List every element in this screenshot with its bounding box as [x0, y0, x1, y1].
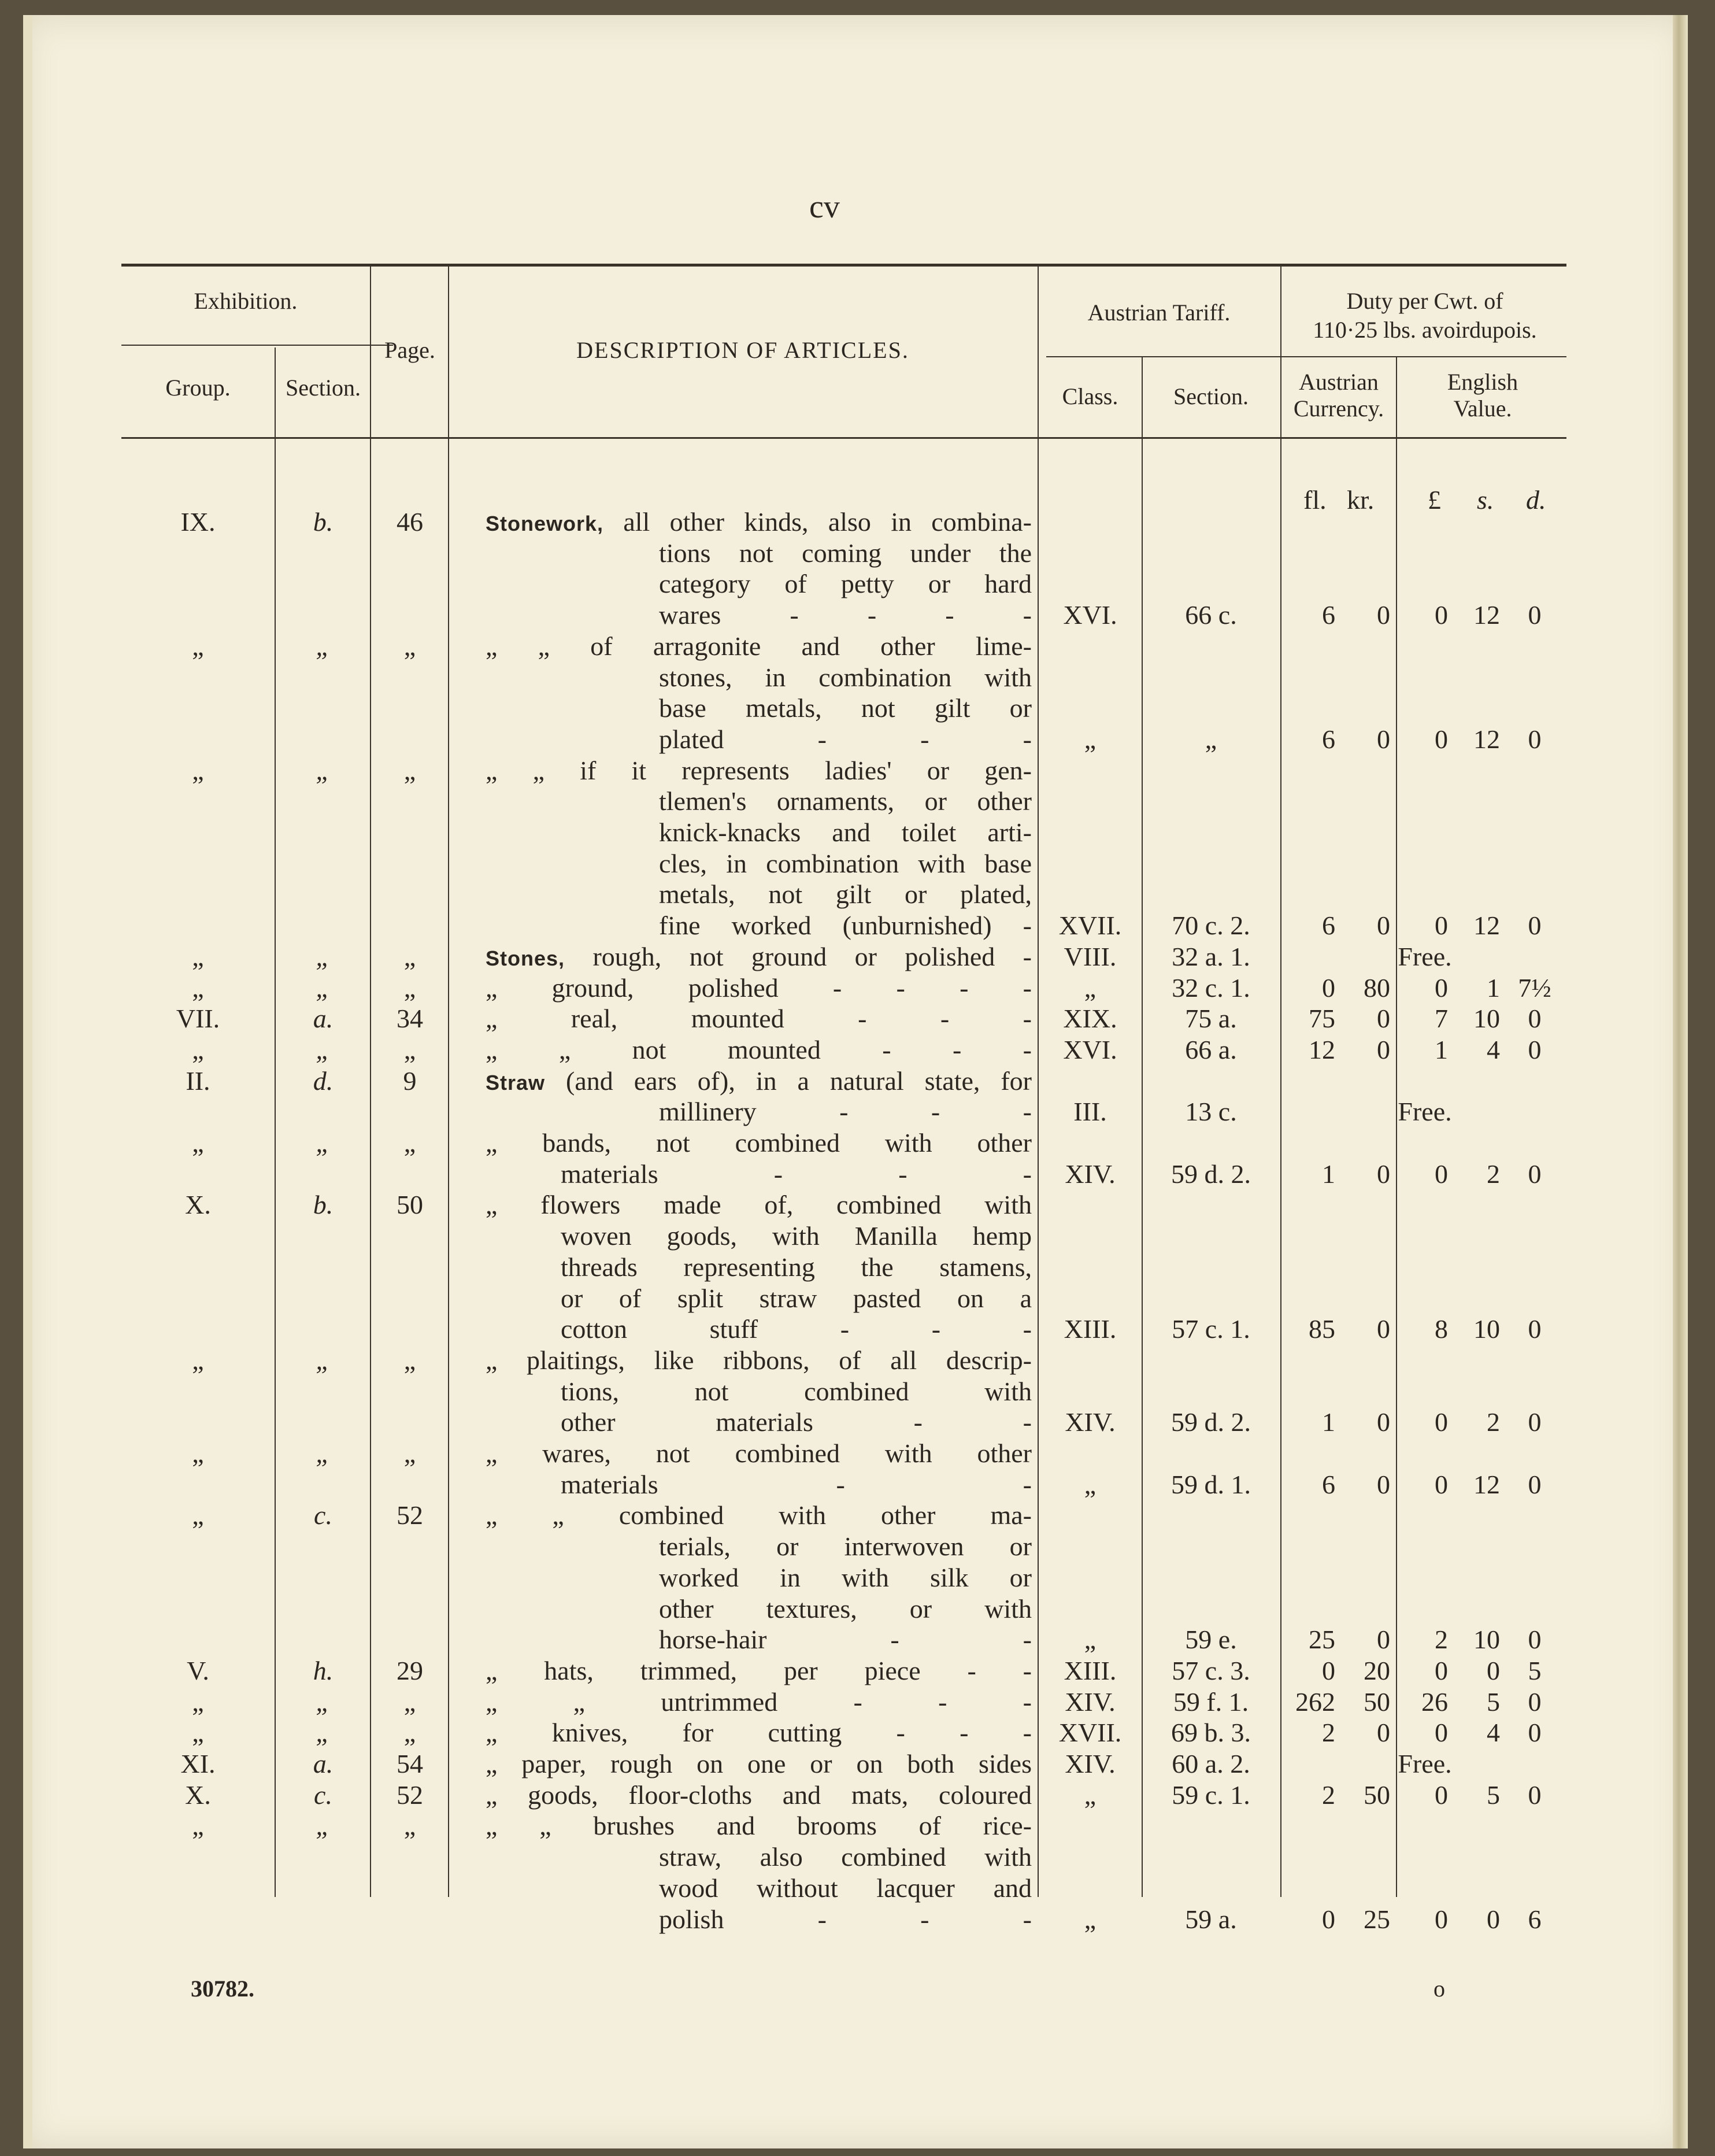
- duty-free-label: Free.: [1398, 1749, 1452, 1778]
- duty-kreuzer: 0: [1377, 1625, 1390, 1655]
- duty-pounds: 0: [1435, 1904, 1448, 1934]
- exhibition-group: „: [192, 1345, 204, 1375]
- duty-pence: 0: [1528, 1004, 1542, 1034]
- exhibition-group: „: [192, 1500, 204, 1530]
- page-ref: 29: [397, 1655, 423, 1685]
- exhibition-group: „: [192, 755, 204, 785]
- exhibition-section: „: [316, 1034, 331, 1064]
- article-description: Stonework, all other kinds, also in combina-: [486, 507, 1032, 537]
- exhibition-group: „: [192, 972, 204, 1003]
- article-description-cont: category of petty or hard: [659, 569, 1032, 599]
- tariff-class: XIV.: [1065, 1687, 1116, 1717]
- exhibition-section: a.: [313, 1749, 334, 1778]
- exhibition-group: IX.: [180, 507, 216, 537]
- exhibition-group: „: [192, 1718, 204, 1748]
- tariff-class: „: [1084, 1904, 1097, 1934]
- duty-free-label: Free.: [1398, 1097, 1452, 1127]
- article-description-cont: terials, or interwoven or: [659, 1532, 1032, 1562]
- duty-pounds: 8: [1435, 1314, 1448, 1344]
- tariff-class: „: [1084, 724, 1097, 754]
- article-description: „ knives, for cutting - - -: [486, 1718, 1032, 1748]
- article-description-cont: knick-knacks and toilet arti-: [659, 818, 1032, 847]
- article-description-cont: worked in with silk or: [659, 1562, 1032, 1592]
- duty-shillings: 12: [1473, 1469, 1500, 1499]
- duty-florins: 1: [1322, 1407, 1335, 1437]
- tariff-class: XVI.: [1063, 600, 1117, 630]
- tariff-class: XIV.: [1065, 1159, 1116, 1189]
- article-description: „ wares, not combined with other: [486, 1438, 1032, 1468]
- tariff-section: 59 e.: [1185, 1625, 1237, 1655]
- article-description-cont: polish - - -: [659, 1904, 1032, 1934]
- duty-florins: 0: [1322, 1904, 1335, 1934]
- exhibition-section: „: [316, 631, 331, 661]
- article-description: „ flowers made of, combined with: [486, 1190, 1032, 1220]
- footer-signature-number: 30782.: [191, 1976, 254, 2002]
- duty-free-label: Free.: [1398, 941, 1452, 971]
- exhibition-section: „: [316, 1345, 331, 1375]
- header-description: DESCRIPTION OF ARTICLES.: [576, 337, 909, 363]
- tariff-class: XIII.: [1064, 1314, 1117, 1344]
- tariff-class: XVI.: [1063, 1034, 1117, 1064]
- header-duty-line1: Duty per Cwt. of: [1346, 288, 1503, 314]
- page-ref: „: [403, 972, 416, 1003]
- exhibition-section: „: [316, 755, 331, 785]
- article-description: „ „ if it represents ladies' or gen-: [486, 755, 1032, 785]
- duty-pounds: 0: [1435, 1718, 1448, 1748]
- duty-pounds: 0: [1435, 724, 1448, 754]
- header-english-value-1: English: [1447, 369, 1518, 395]
- subheader-pence: d.: [1526, 485, 1546, 515]
- article-description: „ ground, polished - - - -: [486, 972, 1032, 1003]
- article-description-cont: other materials - -: [561, 1407, 1032, 1437]
- article-description-cont: threads representing the stamens,: [561, 1252, 1032, 1282]
- duty-shillings: 2: [1487, 1407, 1500, 1437]
- article-description-cont: fine worked (unburnished) -: [659, 911, 1032, 941]
- tariff-section: 66 c.: [1185, 600, 1237, 630]
- duty-florins: 85: [1309, 1314, 1335, 1344]
- tariff-section: 59 d. 2.: [1171, 1407, 1251, 1437]
- tariff-class: „: [1084, 1780, 1097, 1810]
- article-description: „ bands, not combined with other: [486, 1128, 1032, 1157]
- tariff-class: XVII.: [1058, 911, 1122, 941]
- exhibition-section: c.: [314, 1780, 332, 1810]
- article-description-cont: cotton stuff - - -: [561, 1314, 1032, 1344]
- duty-florins: 0: [1322, 972, 1335, 1003]
- exhibition-section: h.: [313, 1655, 334, 1685]
- exhibition-subrule: [121, 345, 393, 346]
- page-ref: „: [403, 1345, 416, 1375]
- duty-florins: 262: [1295, 1687, 1335, 1717]
- tariff-class: XIII.: [1064, 1655, 1117, 1685]
- article-description-cont: tions, not combined with: [561, 1376, 1032, 1406]
- exhibition-section: c.: [314, 1500, 332, 1530]
- article-description-cont: materials - - -: [561, 1159, 1032, 1189]
- article-description-cont: stones, in combination with: [659, 662, 1032, 692]
- page-number: cv: [809, 189, 840, 225]
- duty-florins: 75: [1309, 1004, 1335, 1034]
- duty-kreuzer: 0: [1377, 600, 1390, 630]
- document-page: [23, 15, 1688, 2148]
- duty-pence: 0: [1528, 724, 1542, 754]
- header-austrian-currency-2: Currency.: [1293, 395, 1384, 421]
- duty-pounds: 0: [1435, 972, 1448, 1003]
- header-page: Page.: [384, 337, 435, 363]
- exhibition-group: X.: [185, 1190, 211, 1220]
- exhibition-group: „: [192, 631, 204, 661]
- article-description-cont: woven goods, with Manilla hemp: [561, 1221, 1032, 1251]
- tariff-section: 59 d. 1.: [1171, 1469, 1251, 1499]
- duty-pounds: 0: [1435, 1159, 1448, 1189]
- duty-pounds: 7: [1435, 1004, 1448, 1034]
- tariff-section: 59 c. 1.: [1172, 1780, 1250, 1810]
- duty-pence: 0: [1528, 1314, 1542, 1344]
- article-description: „ real, mounted - - -: [486, 1004, 1032, 1034]
- duty-florins: 2: [1322, 1718, 1335, 1748]
- exhibition-section: „: [316, 1718, 331, 1748]
- duty-florins: 12: [1309, 1034, 1335, 1064]
- duty-florins: 2: [1322, 1780, 1335, 1810]
- page-ref: „: [403, 1034, 416, 1064]
- article-description-cont: base metals, not gilt or: [659, 693, 1032, 723]
- col-rule-5: [1142, 356, 1143, 1897]
- exhibition-section: d.: [313, 1066, 334, 1096]
- article-description-cont: other textures, or with: [659, 1593, 1032, 1624]
- duty-kreuzer: 20: [1364, 1655, 1390, 1685]
- duty-florins: 1: [1322, 1159, 1335, 1189]
- article-description-cont: metals, not gilt or plated,: [659, 879, 1032, 909]
- article-description-cont: straw, also combined with: [659, 1842, 1032, 1872]
- tariff-class: XIV.: [1065, 1749, 1116, 1778]
- duty-pence: 7½: [1518, 972, 1551, 1003]
- tariff-class: XIV.: [1065, 1407, 1116, 1437]
- duty-pence: 0: [1528, 911, 1542, 941]
- tariff-section: 75 a.: [1185, 1004, 1237, 1034]
- duty-pence: 0: [1528, 1034, 1542, 1064]
- tariff-subrule: [1046, 356, 1289, 357]
- duty-kreuzer: 0: [1377, 1034, 1390, 1064]
- duty-pence: 0: [1528, 1718, 1542, 1748]
- article-description: „ plaitings, like ribbons, of all descrip-: [486, 1345, 1032, 1375]
- header-class: Class.: [1062, 383, 1118, 409]
- duty-pounds: 26: [1421, 1687, 1448, 1717]
- header-exhibition: Exhibition.: [194, 288, 298, 314]
- article-description: Straw (and ears of), in a natural state, for: [486, 1066, 1032, 1096]
- article-description-cont: wares - - - -: [659, 600, 1032, 630]
- subheader-shilling: s.: [1477, 485, 1494, 515]
- header-group: Group.: [165, 375, 231, 401]
- article-description: „ hats, trimmed, per piece - -: [486, 1655, 1032, 1685]
- col-rule-2: [370, 267, 371, 1897]
- tariff-class: „: [1084, 1469, 1097, 1499]
- page-ref: 50: [397, 1190, 423, 1220]
- footer-signature-mark: o: [1434, 1976, 1445, 2002]
- exhibition-section: „: [316, 941, 331, 971]
- exhibition-group: V.: [187, 1655, 209, 1685]
- header-tariff-section: Section.: [1173, 383, 1249, 409]
- duty-pence: 0: [1528, 1407, 1542, 1437]
- duty-shillings: 0: [1487, 1904, 1500, 1934]
- tariff-section: 66 a.: [1185, 1034, 1237, 1064]
- duty-florins: 25: [1309, 1625, 1335, 1655]
- duty-kreuzer: 25: [1364, 1904, 1390, 1934]
- duty-shillings: 2: [1487, 1159, 1500, 1189]
- exhibition-group: „: [192, 1687, 204, 1717]
- duty-pence: 0: [1528, 1159, 1542, 1189]
- tariff-class: XIX.: [1063, 1004, 1117, 1034]
- duty-kreuzer: 0: [1377, 1004, 1390, 1034]
- tariff-section: „: [1205, 724, 1217, 754]
- tariff-class: III.: [1073, 1097, 1107, 1127]
- header-austrian-currency-1: Austrian: [1299, 369, 1379, 395]
- page-ref: „: [403, 1811, 416, 1841]
- header-bottom-rule: [121, 437, 1566, 439]
- tariff-class: „: [1084, 972, 1097, 1003]
- article-description: „ paper, rough on one or on both sides: [486, 1749, 1032, 1778]
- article-description: „ „ untrimmed - - -: [486, 1687, 1032, 1717]
- page-ref: 46: [397, 507, 423, 537]
- duty-pounds: 2: [1435, 1625, 1448, 1655]
- duty-pounds: 0: [1435, 911, 1448, 941]
- article-description-cont: materials - -: [561, 1469, 1032, 1499]
- duty-pounds: 0: [1435, 1780, 1448, 1810]
- article-description: „ „ of arragonite and other lime-: [486, 631, 1032, 661]
- exhibition-section: „: [316, 1438, 331, 1468]
- exhibition-section: a.: [313, 1004, 334, 1034]
- duty-pence: 6: [1528, 1904, 1542, 1934]
- article-description-cont: millinery - - -: [659, 1097, 1032, 1127]
- subheader-fl: fl.: [1303, 485, 1327, 515]
- tariff-section: 59 f. 1.: [1173, 1687, 1249, 1717]
- exhibition-group: „: [192, 1438, 204, 1468]
- exhibition-section: „: [316, 1128, 331, 1157]
- tariff-class: „: [1084, 1625, 1097, 1655]
- article-description-cont: plated - - -: [659, 724, 1032, 754]
- duty-pence: 0: [1528, 600, 1542, 630]
- exhibition-section: „: [316, 1811, 331, 1841]
- page-ref: „: [403, 755, 416, 785]
- exhibition-section: „: [316, 1687, 331, 1717]
- article-description: „ „ not mounted - - -: [486, 1034, 1032, 1064]
- article-description-cont: tions not coming under the: [659, 538, 1032, 568]
- exhibition-section: b.: [313, 507, 334, 537]
- subheader-kr: kr.: [1347, 485, 1375, 515]
- exhibition-group: VII.: [176, 1004, 220, 1034]
- tariff-section: 59 d. 2.: [1171, 1159, 1251, 1189]
- duty-pounds: 1: [1435, 1034, 1448, 1064]
- duty-florins: 6: [1322, 724, 1335, 754]
- duty-florins: 0: [1322, 1655, 1335, 1685]
- page-spine: [23, 15, 32, 2148]
- article-description-cont: or of split straw pasted on a: [561, 1283, 1032, 1313]
- page-ref: „: [403, 631, 416, 661]
- duty-shillings: 4: [1487, 1034, 1500, 1064]
- header-section: Section.: [286, 375, 361, 401]
- exhibition-section: „: [316, 972, 331, 1003]
- duty-pounds: 0: [1435, 1407, 1448, 1437]
- tariff-section: 13 c.: [1185, 1097, 1237, 1127]
- exhibition-group: XI.: [180, 1749, 216, 1778]
- tariff-section: 70 c. 2.: [1172, 911, 1250, 941]
- duty-kreuzer: 0: [1377, 1718, 1390, 1748]
- duty-florins: 6: [1322, 911, 1335, 941]
- article-description: Stones, rough, not ground or polished -: [486, 941, 1032, 971]
- tariff-section: 69 b. 3.: [1171, 1718, 1251, 1748]
- col-rule-1: [275, 347, 276, 1897]
- duty-shillings: 5: [1487, 1687, 1500, 1717]
- header-duty-line2: 110·25 lbs. avoirdupois.: [1313, 317, 1537, 343]
- duty-pounds: 0: [1435, 600, 1448, 630]
- header-english-value-2: Value.: [1453, 395, 1512, 421]
- duty-shillings: 5: [1487, 1780, 1500, 1810]
- duty-pounds: 0: [1435, 1469, 1448, 1499]
- exhibition-group: „: [192, 1811, 204, 1841]
- article-description-cont: cles, in combination with base: [659, 848, 1032, 878]
- duty-shillings: 1: [1487, 972, 1500, 1003]
- duty-shillings: 12: [1473, 724, 1500, 754]
- tariff-section: 57 c. 3.: [1172, 1655, 1250, 1685]
- page-edge: [1673, 15, 1688, 2148]
- duty-shillings: 0: [1487, 1655, 1500, 1685]
- duty-shillings: 12: [1473, 600, 1500, 630]
- article-description: „ goods, floor-cloths and mats, coloured: [486, 1780, 1032, 1810]
- duty-florins: 6: [1322, 1469, 1335, 1499]
- duty-shillings: 10: [1473, 1314, 1500, 1344]
- duty-kreuzer: 0: [1377, 1314, 1390, 1344]
- duty-subrule: [1289, 356, 1566, 357]
- tariff-section: 32 c. 1.: [1172, 972, 1250, 1003]
- col-rule-6: [1280, 267, 1281, 1897]
- article-description-cont: tlemen's ornaments, or other: [659, 786, 1032, 816]
- duty-kreuzer: 0: [1377, 1407, 1390, 1437]
- duty-pence: 0: [1528, 1469, 1542, 1499]
- page-ref: „: [403, 941, 416, 971]
- duty-kreuzer: 0: [1377, 724, 1390, 754]
- page-ref: „: [403, 1687, 416, 1717]
- duty-kreuzer: 0: [1377, 1159, 1390, 1189]
- duty-pounds: 0: [1435, 1655, 1448, 1685]
- duty-kreuzer: 50: [1364, 1780, 1390, 1810]
- page-ref: 52: [397, 1500, 423, 1530]
- duty-kreuzer: 50: [1364, 1687, 1390, 1717]
- tariff-class: XVII.: [1058, 1718, 1122, 1748]
- exhibition-group: „: [192, 1034, 204, 1064]
- article-description: „ „ combined with other ma-: [486, 1500, 1032, 1530]
- page-ref: 54: [397, 1749, 423, 1778]
- page-ref: „: [403, 1718, 416, 1748]
- duty-kreuzer: 0: [1377, 1469, 1390, 1499]
- duty-pence: 0: [1528, 1780, 1542, 1810]
- col-rule-4: [1038, 267, 1039, 1897]
- duty-shillings: 12: [1473, 911, 1500, 941]
- duty-shillings: 4: [1487, 1718, 1500, 1748]
- exhibition-group: X.: [185, 1780, 211, 1810]
- page-ref: 9: [403, 1066, 417, 1096]
- duty-pence: 0: [1528, 1687, 1542, 1717]
- duty-kreuzer: 80: [1364, 972, 1390, 1003]
- duty-kreuzer: 0: [1377, 911, 1390, 941]
- tariff-section: 32 a. 1.: [1172, 941, 1250, 971]
- table-top-rule: [121, 264, 1566, 267]
- article-description-cont: wood without lacquer and: [659, 1873, 1032, 1903]
- duty-pence: 0: [1528, 1625, 1542, 1655]
- exhibition-group: „: [192, 941, 204, 971]
- subheader-pound: £: [1428, 485, 1441, 515]
- article-description-cont: horse-hair - -: [659, 1625, 1032, 1655]
- tariff-class: VIII.: [1064, 941, 1117, 971]
- tariff-section: 59 a.: [1185, 1904, 1237, 1934]
- duty-pence: 5: [1528, 1655, 1542, 1685]
- duty-shillings: 10: [1473, 1004, 1500, 1034]
- article-description: „ „ brushes and brooms of rice-: [486, 1811, 1032, 1841]
- page-ref: „: [403, 1438, 416, 1468]
- tariff-section: 57 c. 1.: [1172, 1314, 1250, 1344]
- tariff-section: 60 a. 2.: [1172, 1749, 1250, 1778]
- col-rule-3: [448, 267, 449, 1897]
- page-ref: 52: [397, 1780, 423, 1810]
- duty-shillings: 10: [1473, 1625, 1500, 1655]
- duty-florins: 6: [1322, 600, 1335, 630]
- exhibition-group: „: [192, 1128, 204, 1157]
- header-austrian-tariff: Austrian Tariff.: [1087, 299, 1231, 326]
- exhibition-section: b.: [313, 1190, 334, 1220]
- exhibition-group: II.: [186, 1066, 210, 1096]
- page-ref: „: [403, 1128, 416, 1157]
- page-ref: 34: [397, 1004, 423, 1034]
